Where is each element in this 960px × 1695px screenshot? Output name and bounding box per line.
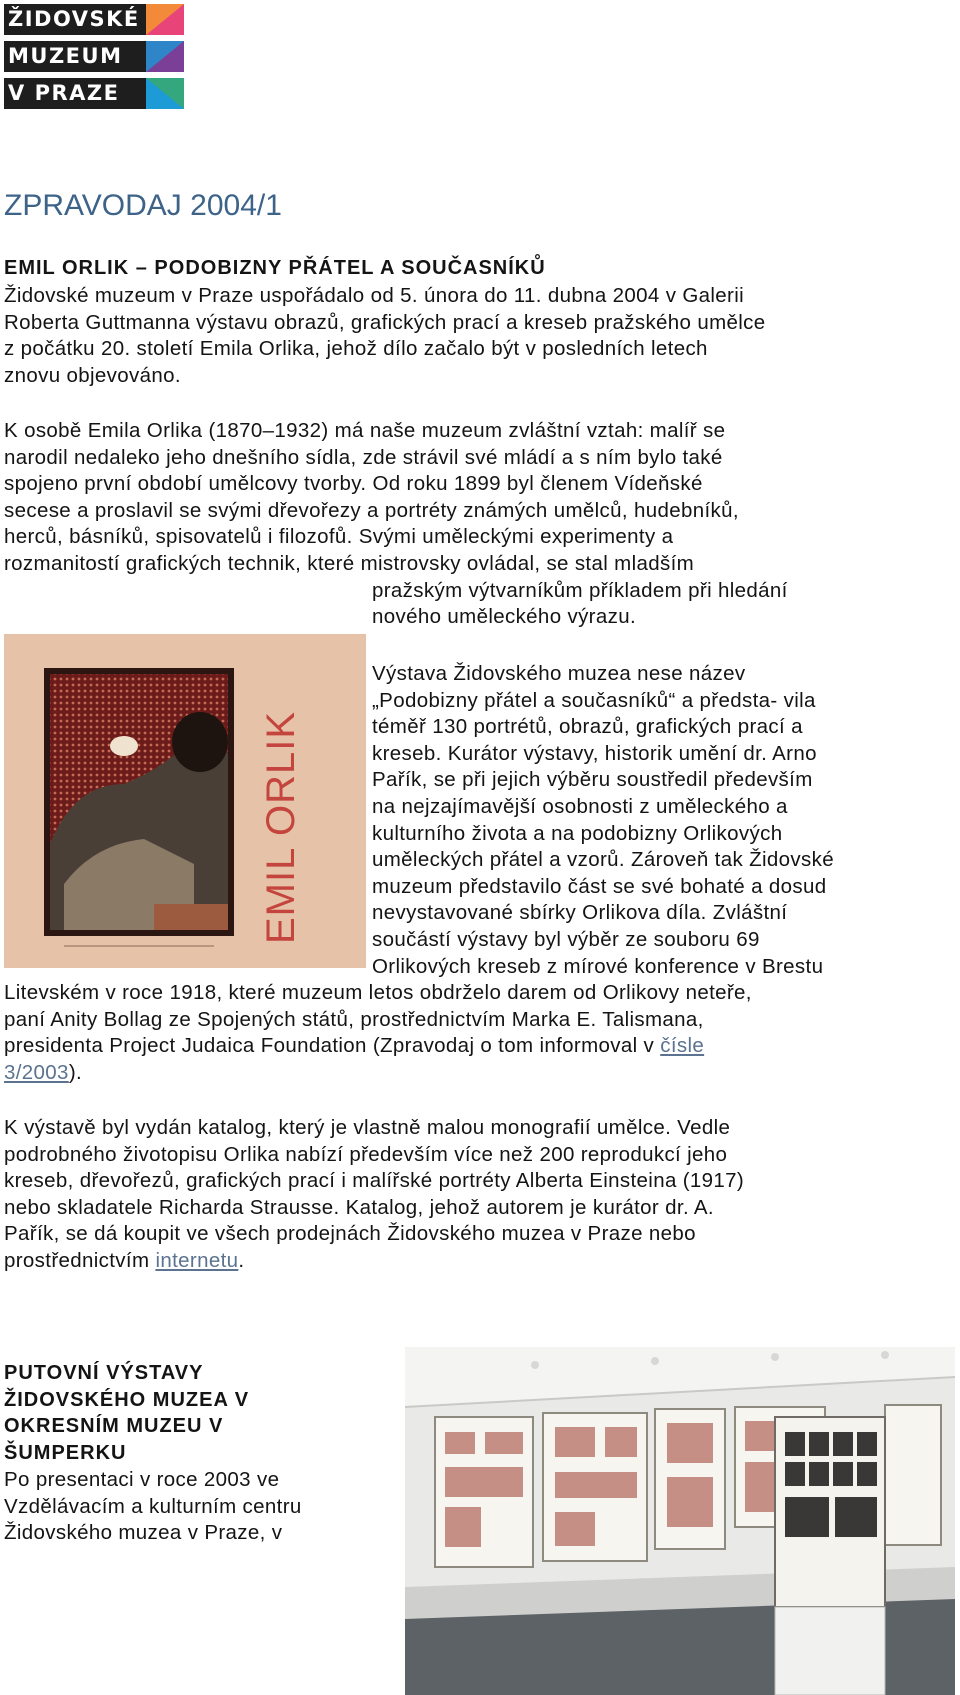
text-line: Židovské muzeum v Praze uspořádalo od 5. února do 11. dubna 2004 v Galerii bbox=[4, 284, 745, 307]
text-segment: ). bbox=[68, 1060, 83, 1084]
paragraph-biography bbox=[4, 418, 788, 631]
text-line-with-link bbox=[4, 1033, 834, 1060]
text-segment: presidenta Project Judaica Foundation (Zpravodaj o tom informoval v bbox=[4, 1034, 661, 1058]
heading-line: ŠUMPERKU bbox=[4, 1441, 127, 1464]
text-line: Vzdělávacím a kulturním centru bbox=[4, 1494, 302, 1518]
text-line: muzeum představilo část se své bohaté a dosud bbox=[372, 874, 827, 898]
text-line: téměř 130 portrétů, obrazů, grafických prací a bbox=[372, 715, 803, 739]
page-title: ZPRAVODAJ 2004/1 bbox=[4, 189, 282, 222]
text-segment: prostřednictvím bbox=[4, 1248, 156, 1272]
logo-green-shape bbox=[146, 78, 184, 109]
text-line: Po presentaci v roce 2003 ve bbox=[4, 1468, 280, 1491]
text-line: nevystavované sbírky Orlikova díla. Zvláštní bbox=[372, 901, 788, 925]
text-line: „Podobizny přátel a současníků“ a předsta- vila bbox=[372, 688, 816, 712]
text-line: znovu objevováno. bbox=[4, 363, 181, 387]
text-line: na nejzajímavější osobnosti z uměleckého a bbox=[372, 794, 788, 818]
text-line: kulturního života a na podobizny Orlikových bbox=[372, 821, 783, 845]
text-segment: . bbox=[238, 1248, 245, 1272]
text-line: Židovského muzea v Praze, v bbox=[4, 1521, 283, 1545]
paragraph-exhibition bbox=[4, 661, 834, 1087]
text-line-with-link bbox=[4, 1060, 834, 1087]
text-line: K osobě Emila Orlika (1870–1932) má naše muzeum zvláštní vztah: malíř se bbox=[4, 419, 726, 442]
paragraph-catalogue bbox=[4, 1115, 744, 1275]
exhibition-hall-photo bbox=[405, 1347, 955, 1695]
issue-link-part2[interactable]: 3/2003 bbox=[4, 1060, 69, 1084]
text-line-with-link bbox=[4, 1248, 744, 1275]
logo-line-1: ŽIDOVSKÉ bbox=[4, 4, 150, 35]
exhibition-photo-illustration bbox=[405, 1347, 955, 1695]
text-line: narodil nedaleko jeho dnešního sídla, zde strávil své mládí a s ním bylo také bbox=[4, 445, 723, 469]
text-line: podrobného životopisu Orlika nabízí především více než 200 reprodukcí jeho bbox=[4, 1142, 728, 1166]
text-line: paní Anity Bollag ze Spojených států, prostřednictvím Marka E. Talismana, bbox=[4, 1007, 704, 1031]
text-line: rozmanitostí grafických technik, které mistrovsky ovládal, se stal mladším bbox=[4, 551, 695, 575]
logo-pink-shape bbox=[146, 4, 184, 35]
text-line: kreseb, dřevořezů, grafických prací i malířské portréty Alberta Einsteina (1917) bbox=[4, 1169, 745, 1193]
text-line: nebo skladatele Richarda Strausse. Katalog, jehož autorem je kurátor dr. A. bbox=[4, 1195, 714, 1219]
logo-blue-shape bbox=[146, 41, 184, 72]
heading-line: ŽIDOVSKÉHO MUZEA V bbox=[4, 1388, 250, 1411]
text-line: K výstavě byl vydán katalog, který je vlastně malou monografií umělce. Vedle bbox=[4, 1116, 731, 1139]
text-line: Litevském v roce 1918, které muzeum letos obdrželo darem od Orlikovy neteře, bbox=[4, 981, 752, 1005]
text-line: kreseb. Kurátor výstavy, historik umění dr. Arno bbox=[372, 741, 817, 765]
text-line: uměleckých přátel a vzorů. Zároveň tak Židovské bbox=[372, 848, 834, 872]
museum-logo[interactable] bbox=[4, 4, 184, 112]
logo-line-3: V PRAZE bbox=[4, 78, 150, 109]
text-line: Orlikových kreseb z mírové konference v Brestu bbox=[372, 954, 824, 978]
text-line: nového uměleckého výrazu. bbox=[372, 605, 637, 629]
paragraph-intro bbox=[4, 283, 766, 389]
catalogue-cover-title: EMIL ORLIK bbox=[259, 710, 303, 944]
article-heading-sumperk bbox=[4, 1360, 249, 1466]
heading-line: PUTOVNÍ VÝSTAVY bbox=[4, 1362, 204, 1384]
text-line: součástí výstavy byl výběr ze souboru 69 bbox=[372, 927, 760, 951]
text-line: Roberta Guttmanna výstavu obrazů, grafických prací a kreseb pražského umělce bbox=[4, 310, 766, 334]
internet-link[interactable]: internetu bbox=[155, 1248, 239, 1272]
text-line: secese a proslavil se svými dřevořezy a portréty známých umělců, hudebníků, bbox=[4, 498, 739, 522]
text-line: Výstava Židovského muzea nese název bbox=[372, 662, 746, 685]
text-line: Pařík, se dá koupit ve všech prodejnách Židovského muzea v Praze nebo bbox=[4, 1222, 696, 1246]
text-line: Pařík, se při jejich výběru soustředil především bbox=[372, 768, 813, 792]
issue-link-part1[interactable]: čísle bbox=[660, 1034, 705, 1058]
article-heading-orlik: EMIL ORLIK – PODOBIZNY PŘÁTEL A SOUČASNÍKŮ bbox=[4, 257, 546, 279]
text-line: z počátku 20. století Emila Orlika, jehož dílo začalo být v posledních letech bbox=[4, 337, 708, 361]
heading-line: OKRESNÍM MUZEU V bbox=[4, 1415, 224, 1438]
paragraph-travelling-exhibitions bbox=[4, 1467, 302, 1547]
text-line: spojeno první období umělcovy tvorby. Od roku 1899 byl členem Vídeňské bbox=[4, 472, 703, 496]
text-line: pražským výtvarníkům příkladem při hledání bbox=[372, 578, 788, 602]
text-line: herců, básníků, spisovatelů i filozofů. Svými uměleckými experimenty a bbox=[4, 525, 674, 549]
logo-line-2: MUZEUM bbox=[4, 41, 150, 72]
